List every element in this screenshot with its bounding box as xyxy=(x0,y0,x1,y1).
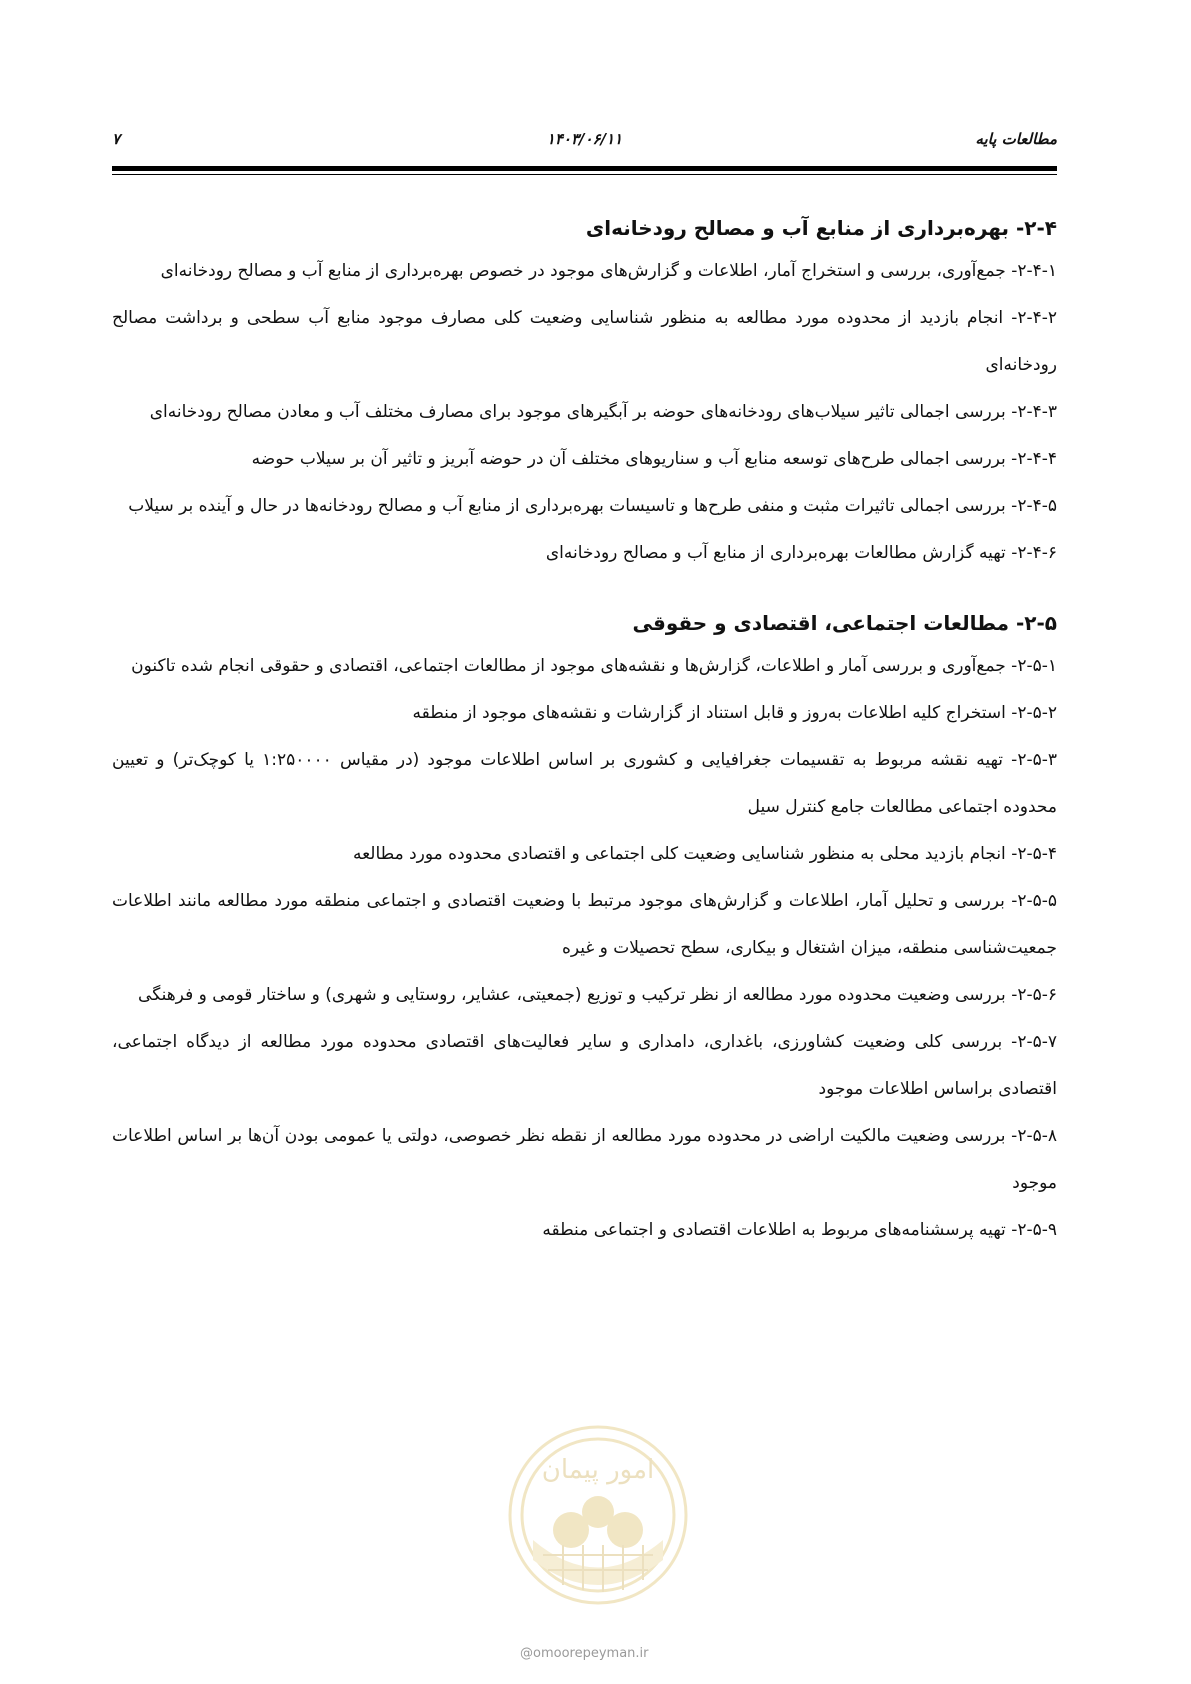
list-item: ۲-۵-۸- بررسی وضعیت مالکیت اراضی در محدوده مورد مطالعه از نقطه نظر خصوصی، دولتی یا عمومی بودن آن‌ها بر اساس اطلاعات موجود xyxy=(112,1126,1057,1193)
header-rule-thick xyxy=(112,166,1057,171)
list-item: ۲-۴-۲- انجام بازدید از محدوده مورد مطالعه به منظور شناسایی وضعیت کلی مصارف موجود منابع آب سطحی و برداشت مصالح رودخانه‌ای xyxy=(112,308,1057,375)
list-item: ۲-۴-۱- جمع‌آوری، بررسی و استخراج آمار، اطلاعات و گزارش‌های موجود در خصوص بهره‌برداری از منابع آب و مصالح رودخانه‌ای xyxy=(160,261,1057,281)
page-header xyxy=(112,130,1057,152)
list-item: ۲-۵-۵- بررسی و تحلیل آمار، اطلاعات و گزارش‌های موجود مرتبط با وضعیت اقتصادی و اجتماعی منطقه مورد مطالعه مانند اطلاعات جمعیت‌شناسی منطقه، میزان اشتغال و بیکاری، سطح تحصیلات و غیره xyxy=(112,891,1057,958)
list-item: ۲-۵-۲- استخراج کلیه اطلاعات به‌روز و قابل استناد از گزارشات و نقشه‌های موجود از منطقه xyxy=(412,703,1057,723)
at-sign-icon: @ xyxy=(520,1646,533,1661)
list-item: ۲-۵-۷- بررسی کلی وضعیت کشاورزی، باغداری، دامداری و سایر فعالیت‌های اقتصادی محدوده مورد مطالعه از دیدگاه اجتماعی، اقتصادی براساس اطلاعات موجود xyxy=(112,1032,1057,1099)
watermark-stamp-icon xyxy=(503,1420,693,1610)
list-item: ۲-۵-۴- انجام بازدید محلی به منظور شناسایی وضعیت کلی اجتماعی و اقتصادی محدوده مورد مطالعه xyxy=(352,844,1057,864)
list-item: ۲-۵-۹- تهیه پرسشنامه‌های مربوط به اطلاعات اقتصادی و اجتماعی منطقه xyxy=(542,1220,1057,1240)
list-item: ۲-۵-۳- تهیه نقشه مربوط به تقسیمات جغرافیایی و کشوری بر اساس اطلاعات موجود (در مقیاس ۱:۲۵۰۰۰۰ یا کوچک‌تر) و تعیین محدوده اجتماعی مطالعات جامع کنترل سیل xyxy=(112,750,1057,817)
stamp-text: امور پیمان xyxy=(541,1455,655,1485)
watermark-url: @omoorepeyman.ir xyxy=(520,1646,649,1661)
section-heading-water-use: ۲-۴- بهره‌برداری از منابع آب و مصالح رودخانه‌ای xyxy=(585,216,1057,240)
page-number: ۷ xyxy=(112,130,121,148)
list-item: ۲-۴-۳- بررسی اجمالی تاثیر سیلاب‌های رودخانه‌های حوضه بر آبگیرهای موجود برای مصارف مختلف آب و معادن مصالح رودخانه‌ای xyxy=(149,402,1057,422)
section-heading-socio-economic: ۲-۵- مطالعات اجتماعی، اقتصادی و حقوقی xyxy=(632,611,1057,635)
list-item: ۲-۴-۵- بررسی اجمالی تاثیرات مثبت و منفی طرح‌ها و تاسیسات بهره‌برداری از منابع آب و مصالح رودخانه‌ها در حال و آینده بر سیلاب xyxy=(128,496,1057,516)
list-item: ۲-۵-۱- جمع‌آوری و بررسی آمار و اطلاعات، گزارش‌ها و نقشه‌های موجود از مطالعات اجتماعی، اقتصادی و حقوقی انجام شده تاکنون xyxy=(131,656,1057,676)
header-date: ۱۴۰۳/۰۶/۱۱ xyxy=(546,130,623,148)
header-rule-thin xyxy=(112,174,1057,175)
list-item: ۲-۵-۶- بررسی وضعیت محدوده مورد مطالعه از نظر ترکیب و توزیع (جمعیتی، عشایر، روستایی و شهری) و ساختار قومی و فرهنگی xyxy=(138,985,1057,1005)
header-title: مطالعات پایه xyxy=(975,130,1057,148)
document-body xyxy=(112,208,1057,1254)
list-item: ۲-۴-۶- تهیه گزارش مطالعات بهره‌برداری از منابع آب و مصالح رودخانه‌ای xyxy=(545,543,1057,563)
list-item: ۲-۴-۴- بررسی اجمالی طرح‌های توسعه منابع آب و سناریوهای مختلف آن در حوضه آبریز و تاثیر آن بر سیلاب حوضه xyxy=(251,449,1057,469)
